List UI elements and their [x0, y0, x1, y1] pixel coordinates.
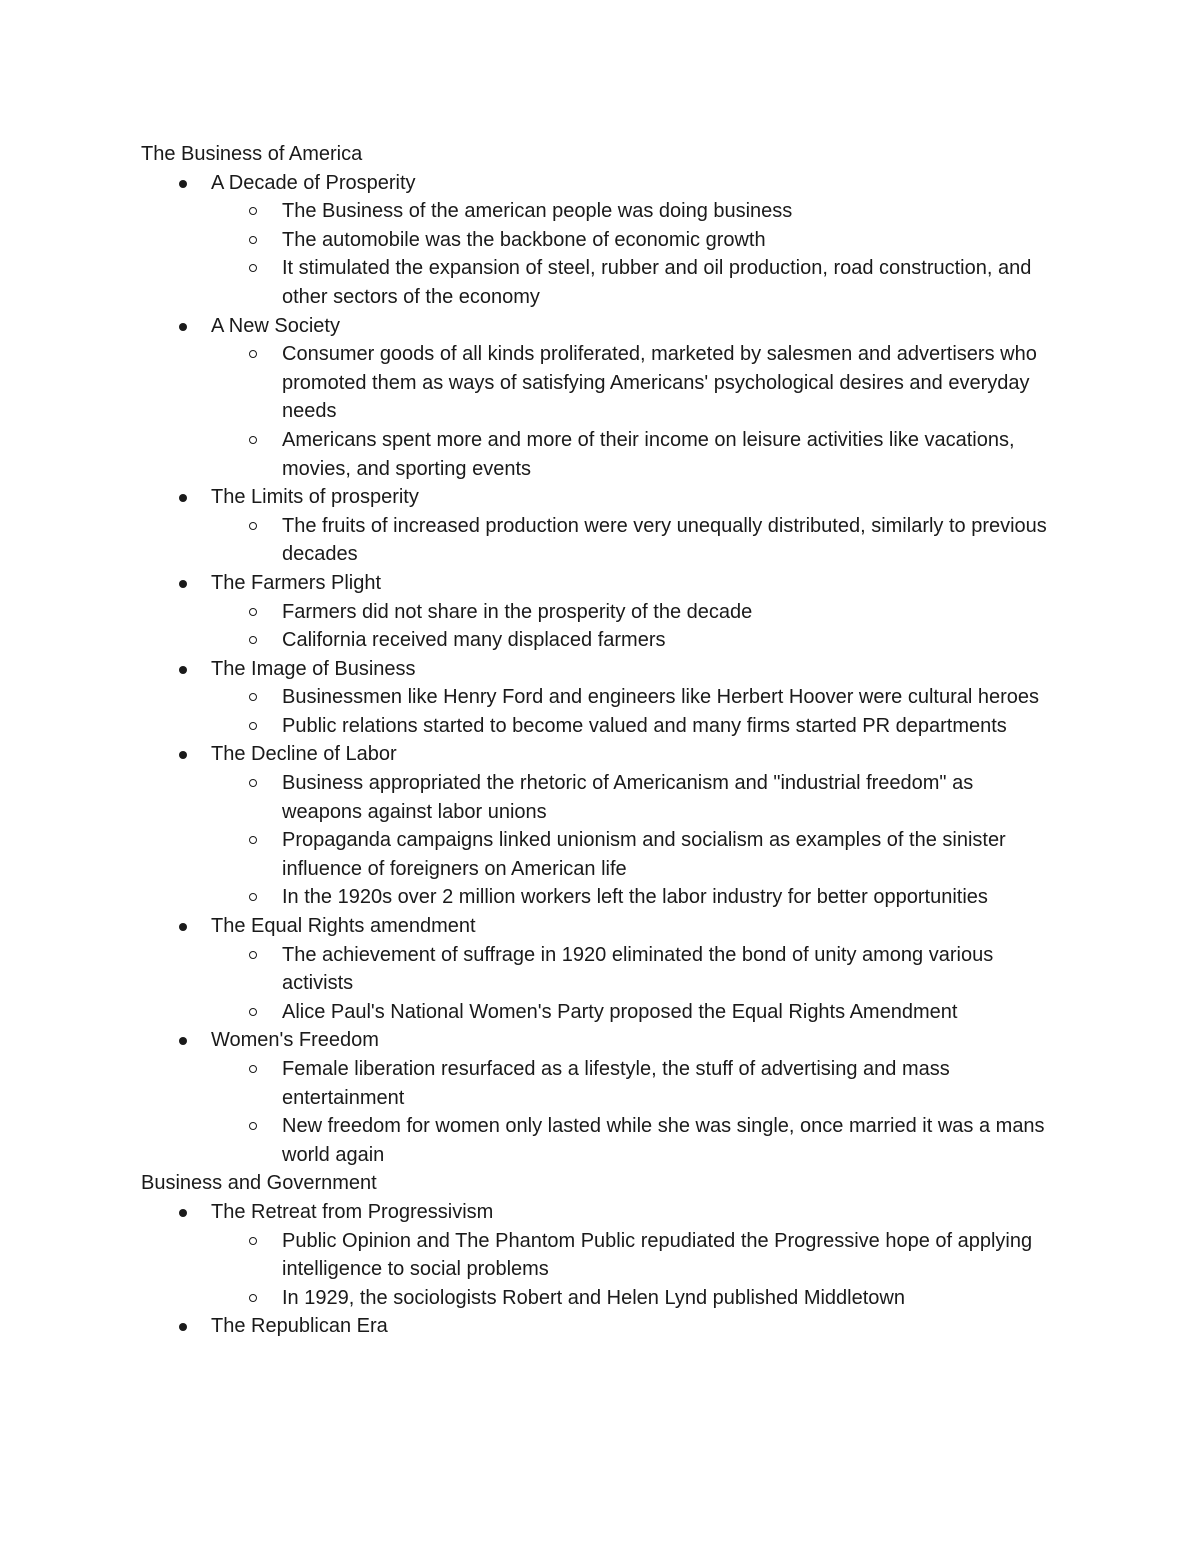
topic-label: A Decade of Prosperity [211, 171, 416, 194]
point-text: Businessmen like Henry Ford and engineers like Herbert Hoover were cultural heroes [282, 686, 1040, 709]
point-text: In 1929, the sociologists Robert and Helen Lynd published Middletown [282, 1286, 905, 1309]
hollow-bullet-icon [249, 636, 257, 644]
topic-label: The Decline of Labor [211, 743, 397, 766]
hollow-bullet-icon [249, 1122, 257, 1130]
section-heading: Business and Government [141, 1172, 377, 1195]
point-text: Propaganda campaigns linked unionism and socialism as examples of the sinister influence of foreigners on American life [282, 829, 1006, 880]
point-text: Public Opinion and The Phantom Public repudiated the Progressive hope of applying intelligence to social problems [282, 1229, 1033, 1281]
point-item [141, 512, 1061, 569]
hollow-bullet-icon [249, 436, 257, 444]
hollow-bullet-icon [249, 522, 257, 530]
topic-label: The Retreat from Progressivism [211, 1200, 494, 1223]
point-item [141, 1227, 1061, 1284]
topic-label: The Farmers Plight [211, 571, 382, 594]
topic-label: The Image of Business [211, 657, 416, 680]
point-list [211, 197, 1061, 311]
hollow-bullet-icon [249, 836, 257, 844]
topic-label: The Republican Era [211, 1315, 388, 1338]
hollow-bullet-icon [249, 236, 257, 244]
point-list [211, 683, 1061, 740]
hollow-bullet-icon [249, 350, 257, 358]
hollow-bullet-icon [249, 264, 257, 272]
point-text: Business appropriated the rhetoric of Americanism and "industrial freedom" as weapons against labor unions [282, 772, 974, 823]
point-text: Female liberation resurfaced as a lifestyle, the stuff of advertising and mass entertainment [282, 1058, 950, 1109]
filled-bullet-icon [179, 494, 187, 502]
filled-bullet-icon [179, 666, 187, 674]
point-item [141, 598, 1061, 627]
point-text: The automobile was the backbone of economic growth [282, 228, 766, 251]
hollow-bullet-icon [249, 693, 257, 701]
filled-bullet-icon [179, 323, 187, 331]
hollow-bullet-icon [249, 779, 257, 787]
filled-bullet-icon [179, 1323, 187, 1331]
point-item [141, 683, 1061, 712]
topic-item [141, 655, 1061, 741]
point-item [141, 941, 1061, 998]
point-item [141, 340, 1061, 426]
point-item [141, 769, 1061, 826]
hollow-bullet-icon [249, 893, 257, 901]
point-list [211, 512, 1061, 569]
point-item [141, 998, 1061, 1027]
point-text: California received many displaced farmers [282, 629, 666, 652]
point-item [141, 1284, 1061, 1313]
filled-bullet-icon [179, 923, 187, 931]
point-item [141, 254, 1061, 311]
topic-item [141, 1312, 1061, 1341]
point-item [141, 426, 1061, 483]
point-text: New freedom for women only lasted while she was single, once married it was a mans world again [282, 1115, 1045, 1166]
hollow-bullet-icon [249, 1237, 257, 1245]
topic-item [141, 483, 1061, 569]
hollow-bullet-icon [249, 951, 257, 959]
topic-list [141, 169, 1061, 1170]
point-item [141, 712, 1061, 741]
topic-item [141, 1198, 1061, 1312]
point-text: Consumer goods of all kinds proliferated, marketed by salesmen and advertisers who promoted them as ways of satisfying Americans' psychological desires and everyday needs [282, 343, 1037, 423]
topic-item [141, 912, 1061, 1026]
point-item [141, 197, 1061, 226]
topic-item [141, 312, 1061, 484]
point-item [141, 626, 1061, 655]
topic-list [141, 1198, 1061, 1341]
point-text: Americans spent more and more of their income on leisure activities like vacations, movies, and sporting events [282, 428, 1015, 480]
point-text: Alice Paul's National Women's Party proposed the Equal Rights Amendment [282, 1000, 958, 1023]
document-body [141, 140, 1061, 1341]
point-text: It stimulated the expansion of steel, rubber and oil production, road construction, and other sectors of the economy [282, 257, 1032, 308]
hollow-bullet-icon [249, 722, 257, 730]
topic-item [141, 569, 1061, 655]
hollow-bullet-icon [249, 207, 257, 215]
topic-item [141, 740, 1061, 912]
filled-bullet-icon [179, 751, 187, 759]
point-list [211, 1227, 1061, 1313]
point-text: In the 1920s over 2 million workers left the labor industry for better opportunities [282, 886, 988, 909]
topic-label: Women's Freedom [211, 1029, 379, 1052]
point-text: The achievement of suffrage in 1920 eliminated the bond of unity among various activists [282, 943, 994, 995]
topic-label: A New Society [211, 314, 340, 337]
filled-bullet-icon [179, 180, 187, 188]
filled-bullet-icon [179, 1209, 187, 1217]
topic-item [141, 1026, 1061, 1169]
point-list [211, 941, 1061, 1027]
point-text: The Business of the american people was doing business [282, 200, 793, 223]
topic-label: The Equal Rights amendment [211, 915, 476, 938]
hollow-bullet-icon [249, 1294, 257, 1302]
hollow-bullet-icon [249, 1008, 257, 1016]
point-list [211, 1055, 1061, 1169]
point-list [211, 340, 1061, 483]
topic-item [141, 169, 1061, 312]
filled-bullet-icon [179, 580, 187, 588]
point-item [141, 1055, 1061, 1112]
point-list [211, 598, 1061, 655]
point-list [211, 769, 1061, 912]
hollow-bullet-icon [249, 608, 257, 616]
point-item [141, 826, 1061, 883]
section-heading: The Business of America [141, 143, 363, 165]
point-text: Farmers did not share in the prosperity of the decade [282, 600, 753, 623]
point-item [141, 226, 1061, 255]
hollow-bullet-icon [249, 1065, 257, 1073]
point-text: Public relations started to become valued and many firms started PR departments [282, 714, 1007, 737]
point-item [141, 883, 1061, 912]
filled-bullet-icon [179, 1037, 187, 1045]
topic-label: The Limits of prosperity [211, 486, 419, 509]
point-item [141, 1112, 1061, 1169]
point-text: The fruits of increased production were very unequally distributed, similarly to previous decades [282, 514, 1047, 566]
